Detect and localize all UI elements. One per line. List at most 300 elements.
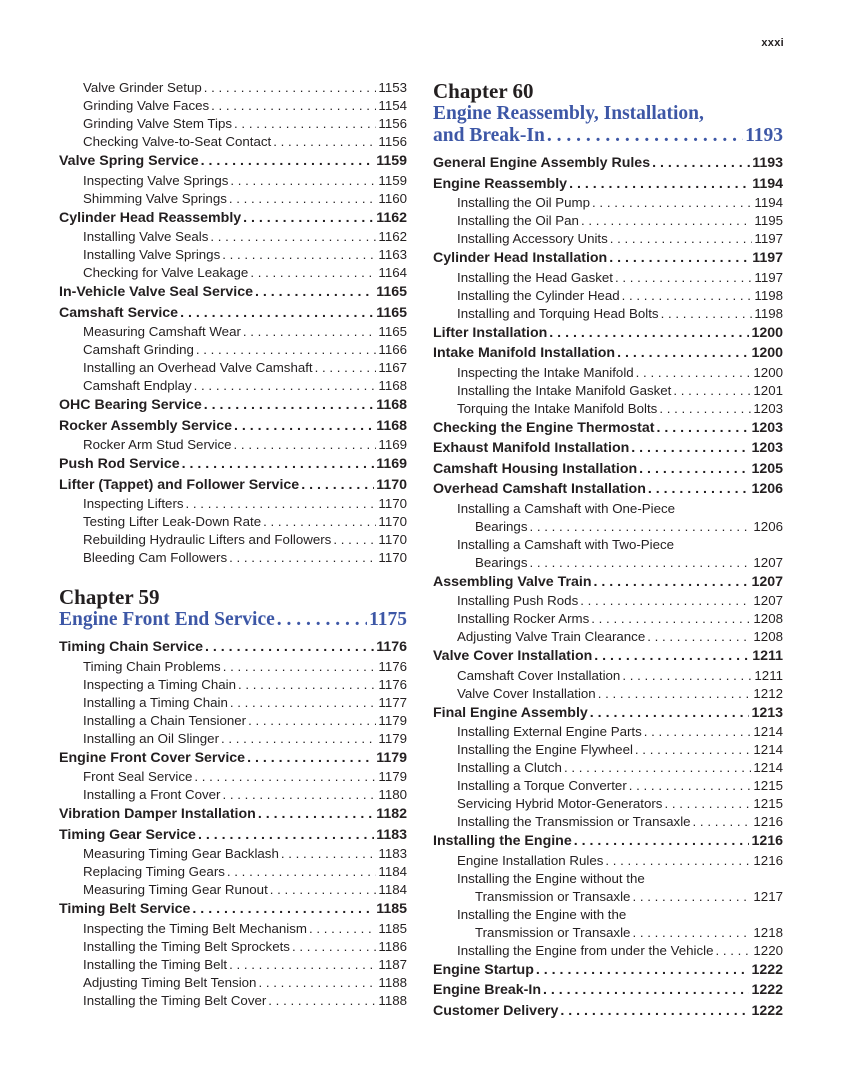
entry-title: Shimming Valve Springs — [83, 190, 227, 206]
entry-page: 1170 — [378, 496, 407, 511]
toc-subentry[interactable] — [59, 531, 407, 549]
toc-subentry-wrapped[interactable] — [433, 536, 783, 554]
dot-leader — [659, 400, 751, 418]
toc-subentry[interactable] — [59, 992, 407, 1010]
entry-page: 1182 — [376, 806, 407, 822]
toc-section-entry[interactable] — [433, 418, 783, 439]
entry-title: Measuring Timing Gear Backlash — [83, 846, 279, 861]
entry-title: Installing a Chain Tensioner — [83, 712, 247, 728]
entry-title: Customer Delivery — [433, 1002, 559, 1019]
toc-subentry[interactable] — [433, 212, 783, 230]
chapter-label: Chapter 59 — [59, 585, 160, 609]
entry-title: Checking for Valve Leakage — [83, 265, 249, 280]
entry-title: Installing the Head Gasket — [457, 269, 613, 285]
toc-subentry[interactable] — [433, 813, 783, 831]
toc-section-entry[interactable] — [433, 1001, 783, 1022]
toc-section-entry[interactable] — [59, 475, 407, 496]
dot-leader — [648, 479, 750, 500]
toc-subentry[interactable] — [433, 667, 783, 685]
entry-page: 1206 — [753, 518, 783, 534]
entry-page: 1195 — [754, 213, 783, 228]
dot-leader — [258, 974, 376, 992]
dot-leader — [229, 549, 376, 567]
entry-page: 1200 — [753, 364, 783, 380]
entry-page: 1188 — [378, 992, 407, 1008]
dot-leader — [182, 454, 375, 475]
dot-leader — [605, 852, 751, 870]
entry-title: Adjusting Timing Belt Tension — [83, 974, 257, 990]
toc-subentry[interactable] — [59, 495, 407, 513]
toc-subentry[interactable] — [59, 377, 407, 395]
toc-subentry[interactable] — [59, 712, 407, 730]
dot-leader — [529, 554, 751, 572]
entry-title: Measuring Timing Gear Runout — [83, 882, 268, 897]
toc-subentry-continuation[interactable] — [433, 554, 783, 572]
entry-title: Installing the Engine from under the Vehicle — [457, 942, 714, 958]
entry-title-continuation: Bearings — [475, 518, 528, 534]
dot-leader — [617, 343, 749, 364]
entry-page: 1193 — [752, 155, 783, 171]
entry-page: 1183 — [378, 846, 407, 861]
entry-title: Torquing the Intake Manifold Bolts — [457, 400, 658, 416]
toc-left-column — [59, 79, 407, 1010]
dot-leader — [693, 813, 752, 831]
dot-leader — [234, 436, 377, 454]
entry-title: Timing Gear Service — [59, 826, 196, 843]
entry-page: 1162 — [376, 209, 407, 226]
dot-leader — [333, 531, 376, 549]
dot-leader — [196, 341, 377, 359]
dot-leader — [198, 825, 374, 846]
entry-page: 1169 — [376, 456, 407, 472]
toc-section-entry[interactable] — [433, 703, 783, 724]
toc-subentry[interactable] — [59, 79, 407, 97]
toc-subentry[interactable] — [433, 723, 783, 741]
chapter-title-link[interactable] — [433, 125, 783, 147]
entry-page: 1217 — [753, 888, 783, 904]
entry-page: 1222 — [751, 982, 783, 998]
dot-leader — [631, 438, 749, 459]
dot-leader — [258, 804, 374, 825]
toc-subentry-wrapped[interactable] — [433, 500, 783, 518]
entry-page: 1180 — [378, 787, 407, 802]
page-number: xxxi — [761, 37, 784, 49]
entry-title: Installing the Engine — [433, 833, 572, 849]
dot-leader — [622, 287, 753, 305]
dot-leader — [543, 980, 749, 1001]
entry-title: Inspecting Lifters — [83, 496, 184, 511]
entry-title: Installing the Engine without the — [457, 870, 645, 886]
toc-subentry[interactable] — [433, 610, 783, 628]
dot-leader — [186, 495, 377, 513]
entry-title: Installing Rocker Arms — [457, 611, 590, 626]
entry-title: Replacing Timing Gears — [83, 864, 225, 879]
toc-subentry[interactable] — [433, 741, 783, 759]
entry-title: Grinding Valve Stem Tips — [83, 116, 233, 131]
dot-leader — [230, 694, 377, 712]
entry-title: Camshaft Endplay — [83, 378, 192, 393]
toc-subentry[interactable] — [433, 269, 783, 287]
entry-title: Camshaft Grinding — [83, 342, 194, 357]
toc-section-entry[interactable] — [433, 646, 783, 667]
entry-title: Installing the Engine Flywheel — [457, 742, 633, 757]
entry-page: 1194 — [752, 175, 783, 192]
toc-subentry[interactable] — [59, 133, 407, 151]
entry-title: Installing Valve Seals — [83, 229, 209, 244]
entry-title: Timing Chain Problems — [83, 658, 221, 674]
entry-title: Camshaft Service — [59, 304, 179, 321]
dot-leader — [560, 1001, 749, 1022]
dot-leader — [238, 676, 376, 694]
dot-leader — [180, 303, 374, 324]
dot-leader — [569, 174, 750, 195]
dot-leader — [574, 831, 750, 852]
entry-page: 1205 — [751, 460, 783, 477]
toc-subentry[interactable] — [433, 628, 783, 646]
entry-page: 1154 — [378, 98, 407, 113]
toc-subentry[interactable] — [59, 246, 407, 264]
entry-title: Intake Manifold Installation — [433, 345, 616, 361]
entry-title: Inspecting Valve Springs — [83, 172, 229, 188]
entry-title: Engine Installation Rules — [457, 852, 604, 868]
entry-title: Front Seal Service — [83, 769, 193, 784]
toc-subentry[interactable] — [433, 592, 783, 610]
toc-section-entry[interactable] — [59, 637, 407, 658]
entry-title: Engine Break-In — [433, 982, 542, 998]
dot-leader — [716, 942, 752, 960]
toc-subentry[interactable] — [59, 938, 407, 956]
dot-leader — [661, 305, 753, 323]
entry-title: Installing the Engine with the — [457, 906, 627, 922]
dot-leader — [201, 151, 375, 172]
dot-leader — [664, 795, 751, 813]
entry-title: Engine Startup — [433, 961, 534, 978]
dot-leader — [301, 475, 374, 496]
entry-title: Adjusting Valve Train Clearance — [457, 629, 646, 644]
entry-title: Testing Lifter Leak-Down Rate — [83, 514, 262, 529]
dot-leader — [673, 382, 751, 400]
entry-title: Installing the Timing Belt Cover — [83, 992, 267, 1008]
entry-title: Installing the Timing Belt — [83, 956, 228, 972]
toc-subentry[interactable] — [433, 685, 783, 703]
toc-subentry[interactable] — [59, 863, 407, 881]
toc-subentry[interactable] — [433, 305, 783, 323]
dot-leader — [243, 323, 377, 341]
toc-subentry[interactable] — [59, 658, 407, 676]
dot-leader — [594, 572, 750, 593]
toc-subentry[interactable] — [433, 942, 783, 960]
toc-section-entry[interactable] — [433, 248, 783, 269]
entry-page: 1159 — [376, 153, 407, 169]
toc-subentry-continuation[interactable] — [433, 924, 783, 942]
toc-subentry[interactable] — [59, 845, 407, 863]
entry-page: 1207 — [753, 554, 783, 570]
toc-section-entry[interactable] — [433, 960, 783, 981]
entry-title: Installing a Camshaft with Two-Piece — [457, 536, 675, 552]
entry-page: 1200 — [751, 324, 783, 341]
entry-page: 1163 — [378, 247, 407, 262]
entry-page: 1169 — [378, 437, 407, 452]
dot-leader — [652, 153, 750, 174]
toc-subentry[interactable] — [59, 786, 407, 804]
toc-subentry[interactable] — [433, 194, 783, 212]
toc-subentry[interactable] — [59, 881, 407, 899]
entry-title: Servicing Hybrid Motor-Generators — [457, 796, 663, 811]
entry-page: 1165 — [376, 304, 407, 321]
toc-subentry-continuation[interactable] — [433, 518, 783, 536]
entry-page: 1165 — [376, 284, 407, 300]
entry-page: 1170 — [378, 514, 407, 529]
toc-section-entry[interactable] — [59, 416, 407, 437]
dot-leader — [598, 685, 752, 703]
entry-title: Overhead Camshaft Installation — [433, 481, 646, 497]
dot-leader — [594, 646, 750, 667]
entry-title: Assembling Valve Train — [433, 573, 592, 590]
chapter-title: Engine Front End Service — [59, 609, 275, 630]
entry-page: 1214 — [753, 742, 783, 757]
entry-title: Engine Front Cover Service — [59, 749, 246, 766]
entry-page: 1179 — [378, 769, 407, 784]
chapter-59-entries — [59, 637, 407, 1010]
entry-page: 1222 — [751, 961, 783, 978]
dot-leader — [221, 730, 376, 748]
toc-section-entry[interactable] — [433, 438, 783, 459]
dot-leader — [243, 208, 374, 229]
entry-title: Valve Spring Service — [59, 153, 199, 169]
dot-leader — [205, 637, 374, 658]
toc-section-entry[interactable] — [59, 899, 407, 920]
dot-leader — [581, 212, 752, 230]
toc-subentry-continuation[interactable] — [433, 888, 783, 906]
entry-title: Valve Cover Installation — [433, 648, 593, 664]
toc-subentry[interactable] — [59, 359, 407, 377]
entry-title: Lifter (Tappet) and Follower Service — [59, 476, 300, 493]
toc-subentry[interactable] — [59, 549, 407, 567]
dot-leader — [229, 190, 377, 208]
dot-leader — [629, 777, 752, 795]
dot-leader — [292, 938, 376, 956]
toc-subentry[interactable] — [59, 323, 407, 341]
dot-leader — [222, 246, 376, 264]
entry-page: 1215 — [753, 778, 783, 793]
toc-section-entry[interactable] — [59, 208, 407, 229]
dot-leader — [315, 359, 377, 377]
entry-title: In-Vehicle Valve Seal Service — [59, 284, 254, 300]
entry-title: Rebuilding Hydraulic Lifters and Followers — [83, 532, 332, 547]
entry-page: 1216 — [753, 814, 783, 829]
toc-subentry[interactable] — [59, 513, 407, 531]
dot-leader — [636, 364, 752, 382]
dot-leader — [247, 748, 374, 769]
entry-page: 1214 — [753, 760, 783, 775]
entry-title: Installing a Torque Converter — [457, 778, 627, 793]
entry-page: 1208 — [753, 611, 783, 626]
toc-subentry[interactable] — [59, 264, 407, 282]
entry-title: Installing and Torquing Head Bolts — [457, 305, 659, 321]
toc-subentry[interactable] — [59, 730, 407, 748]
entry-title: Installing a Timing Chain — [83, 694, 228, 710]
toc-section-entry[interactable] — [433, 459, 783, 480]
toc-section-entry[interactable] — [59, 748, 407, 769]
chapter-59-heading — [59, 585, 407, 631]
toc-subentry[interactable] — [59, 172, 407, 190]
entry-page: 1153 — [378, 80, 407, 95]
entry-title: Bleeding Cam Followers — [83, 550, 228, 565]
entry-page: 1160 — [378, 190, 407, 206]
toc-section-entry[interactable] — [433, 174, 783, 195]
entry-page: 1208 — [753, 629, 783, 644]
entry-title: Installing an Overhead Valve Camshaft — [83, 360, 313, 375]
dot-leader — [529, 518, 751, 536]
entry-title: General Engine Assembly Rules — [433, 155, 651, 171]
dot-leader — [222, 786, 376, 804]
chapter-page: 1193 — [745, 125, 783, 146]
toc-section-entry[interactable] — [59, 151, 407, 172]
toc-section-entry[interactable] — [433, 343, 783, 364]
entry-page: 1170 — [378, 532, 407, 547]
toc-section-entry[interactable] — [433, 572, 783, 593]
toc-section-entry[interactable] — [433, 153, 783, 174]
toc-subentry[interactable] — [59, 974, 407, 992]
dot-leader — [223, 658, 377, 676]
entry-page: 1200 — [751, 345, 783, 361]
entry-title: Rocker Arm Stud Service — [83, 437, 232, 452]
toc-subentry[interactable] — [433, 400, 783, 418]
dot-leader — [657, 418, 750, 439]
toc-section-entry[interactable] — [59, 454, 407, 475]
entry-title: Measuring Camshaft Wear — [83, 324, 241, 339]
entry-page: 1159 — [378, 172, 407, 188]
toc-subentry[interactable] — [433, 230, 783, 248]
entry-title: Inspecting the Intake Manifold — [457, 364, 634, 380]
entry-page: 1167 — [378, 360, 407, 375]
toc-subentry[interactable] — [59, 694, 407, 712]
toc-section-entry[interactable] — [433, 479, 783, 500]
entry-title: Engine Reassembly — [433, 175, 568, 192]
entry-title: Installing a Front Cover — [83, 787, 221, 802]
entry-page: 1177 — [378, 694, 407, 710]
chapter-60-entries — [433, 153, 783, 1021]
entry-page: 1207 — [751, 573, 783, 590]
entry-title: Cylinder Head Reassembly — [59, 209, 242, 226]
entry-title: Timing Chain Service — [59, 639, 204, 655]
dot-leader — [635, 741, 751, 759]
dot-leader — [536, 960, 750, 981]
entry-page: 1185 — [376, 901, 407, 917]
entry-page: 1176 — [378, 658, 407, 674]
entry-title: Installing Push Rods — [457, 593, 579, 608]
toc-section-entry[interactable] — [59, 303, 407, 324]
entry-title: Push Rod Service — [59, 456, 180, 472]
entry-page: 1211 — [752, 648, 783, 664]
toc-subentry[interactable] — [59, 676, 407, 694]
toc-subentry[interactable] — [433, 382, 783, 400]
entry-page: 1187 — [378, 956, 407, 972]
dot-leader — [639, 459, 749, 480]
entry-page: 1168 — [376, 397, 407, 413]
entry-title: Installing Accessory Units — [457, 231, 608, 246]
toc-section-entry[interactable] — [59, 804, 407, 825]
chapter-title-line1: Engine Reassembly, Installation, — [433, 103, 704, 124]
dot-leader — [192, 899, 374, 920]
toc-subentry[interactable] — [59, 768, 407, 786]
entry-page: 1176 — [378, 676, 407, 692]
entry-title: Timing Belt Service — [59, 901, 191, 917]
toc-subentry[interactable] — [433, 795, 783, 813]
dot-leader — [647, 628, 751, 646]
dot-leader — [270, 881, 377, 899]
entry-title: Final Engine Assembly — [433, 704, 588, 721]
entry-page: 1183 — [376, 826, 407, 843]
toc-subentry[interactable] — [433, 777, 783, 795]
entry-title: Valve Cover Installation — [457, 685, 596, 701]
entry-title: Grinding Valve Faces — [83, 98, 210, 113]
dot-leader — [632, 888, 751, 906]
toc-subentry[interactable] — [59, 920, 407, 938]
entry-page: 1170 — [378, 550, 407, 565]
entry-title: Installing the Transmission or Transaxle — [457, 814, 691, 829]
entry-title-continuation: Bearings — [475, 554, 528, 570]
entry-page: 1170 — [376, 476, 407, 493]
toc-section-entry[interactable] — [59, 282, 407, 303]
toc-subentry[interactable] — [433, 759, 783, 777]
toc-section-entry[interactable] — [433, 831, 783, 852]
entry-page: 1162 — [378, 229, 407, 244]
toc-subentry[interactable] — [59, 341, 407, 359]
entry-page: 1168 — [378, 378, 407, 393]
toc-section-entry[interactable] — [59, 825, 407, 846]
toc-subentry-wrapped[interactable] — [433, 870, 783, 888]
entry-title: Checking the Engine Thermostat — [433, 419, 655, 436]
dot-leader — [211, 97, 376, 115]
entry-page: 1186 — [378, 938, 407, 954]
toc-subentry[interactable] — [59, 436, 407, 454]
toc-subentry-wrapped[interactable] — [433, 906, 783, 924]
toc-section-entry[interactable] — [59, 395, 407, 416]
entry-title: Installing the Oil Pan — [457, 213, 579, 228]
dot-leader — [622, 667, 752, 685]
chapter-title-link[interactable] — [59, 609, 407, 631]
dot-leader — [263, 513, 376, 531]
toc-section-entry[interactable] — [433, 323, 783, 344]
toc-subentry[interactable] — [59, 97, 407, 115]
dot-leader — [564, 759, 751, 777]
dot-leader — [609, 248, 750, 269]
toc-continued-section — [59, 79, 407, 567]
entry-page: 1188 — [378, 974, 407, 990]
toc-subentry[interactable] — [433, 287, 783, 305]
toc-subentry[interactable] — [433, 364, 783, 382]
entry-page: 1212 — [753, 685, 783, 701]
entry-title: Installing the Oil Pump — [457, 195, 591, 210]
entry-page: 1165 — [378, 324, 407, 339]
dot-leader — [309, 920, 376, 938]
dot-leader — [644, 723, 752, 741]
toc-subentry[interactable] — [59, 228, 407, 246]
toc-section-entry[interactable] — [433, 980, 783, 1001]
dot-leader — [268, 992, 376, 1010]
entry-title: Vibration Damper Installation — [59, 806, 256, 822]
dot-leader — [273, 133, 376, 151]
toc-subentry[interactable] — [59, 956, 407, 974]
entry-title: Camshaft Cover Installation — [457, 667, 621, 683]
dot-leader — [255, 282, 374, 303]
toc-subentry[interactable] — [433, 852, 783, 870]
toc-subentry[interactable] — [59, 190, 407, 208]
entry-title: OHC Bearing Service — [59, 397, 202, 413]
toc-subentry[interactable] — [59, 115, 407, 133]
entry-title: Installing an Oil Slinger — [83, 730, 219, 746]
